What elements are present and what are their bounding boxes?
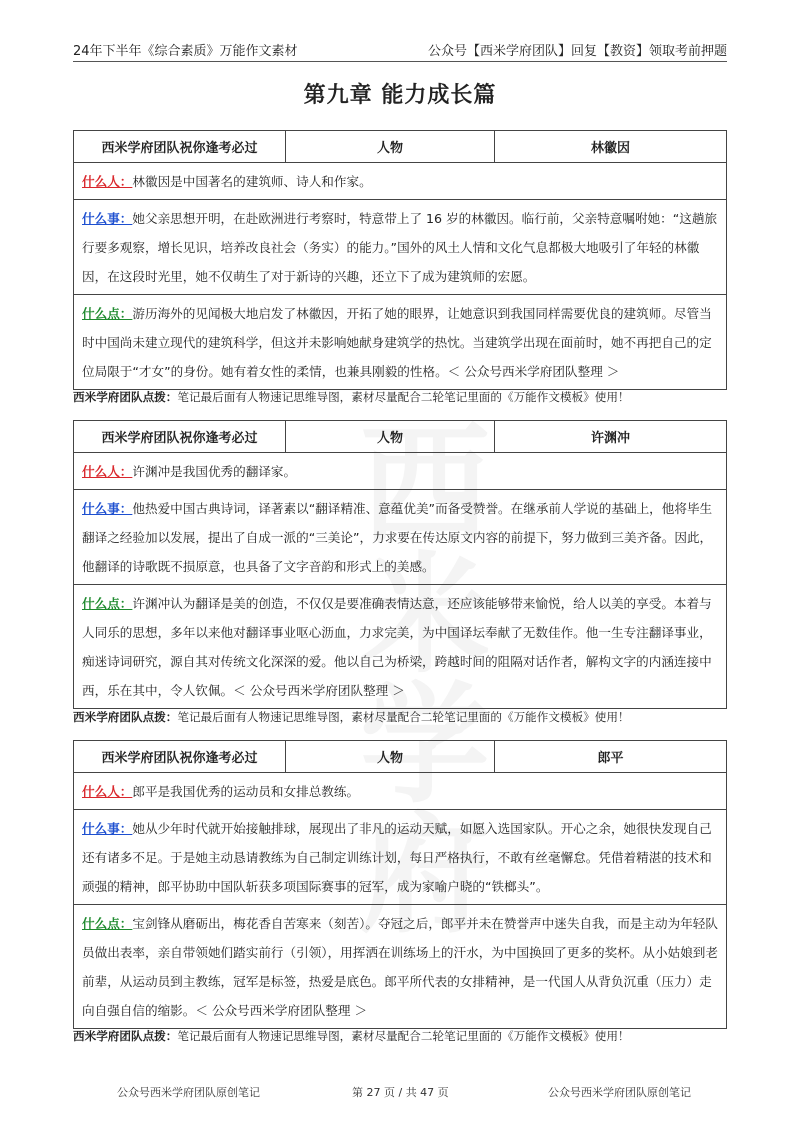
section-what-point: [74, 905, 726, 1028]
section-what-person: [74, 773, 726, 810]
card-header: [74, 421, 726, 453]
footer-right: 公众号西米学府团队原创笔记: [548, 1086, 691, 1099]
label-what-event: 什么事：: [82, 821, 133, 836]
tip-note: [73, 389, 727, 405]
tip-label: 西米学府团队点拨：: [73, 1029, 178, 1043]
tip-text: 笔记最后面有人物速记思维导图，素材尽量配合二轮笔记里面的《万能作文模板》使用！: [177, 390, 630, 404]
section-what-event: [74, 490, 726, 585]
text-what-event: 她父亲思想开明，在赴欧洲进行考察时，特意带上了 16 岁的林徽因。临行前，父亲特意嘱咐她：“这趟旅行要多观察，增长见识，培养改良社会（务实）的能力。”国外的风土人情和文化气息都极大地吸引了年轻的林徽因，在这段时光里，她不仅萌生了对于新诗的兴趣，还立下了成为建筑师的宏愿。: [82, 211, 718, 284]
card-category: 人物: [286, 741, 495, 772]
label-what-person: 什么人：: [82, 464, 133, 479]
chapter-title: 第九章 能力成长篇: [303, 82, 497, 108]
text-what-point: 许渊冲认为翻译是美的创造，不仅仅是要准确表情达意，还应该能够带来愉悦，给人以美的享受。本着与人同乐的思想，多年以来他对翻译事业呕心沥血，力求完美，为中国译坛奉献了无数佳作。他一生专注翻译事业，痴迷诗词研究，源自其对传统文化深深的爱。他以自己为桥梁，跨越时间的阻隔对话作者，解构文字的内涵连接中西，乐在其中，令人钦佩。＜ 公众号西米学府团队整理 ＞: [82, 596, 712, 698]
tip-text: 笔记最后面有人物速记思维导图，素材尽量配合二轮笔记里面的《万能作文模板》使用！: [177, 710, 630, 724]
card-header: [74, 131, 726, 163]
text-what-point: 宝剑锋从磨砺出，梅花香自苦寒来（刻苦）。夺冠之后，郎平并未在赞誉声中迷失自我，而是主动为年轻队员做出表率，亲自带领她们踏实前行（引领），用挥洒在训练场上的汗水，为中国换回了更多的奖杯。从小姑娘到老前辈，从运动员到主教练，冠军是标签，热爱是底色。郎平所代表的女排精神，是一代国人从背负沉重（压力）走向自强自信的缩影。＜ 公众号西米学府团队整理 ＞: [82, 916, 718, 1018]
card-xu-yuanchong: [73, 420, 727, 709]
page-header: [73, 38, 727, 62]
section-what-person: [74, 163, 726, 200]
tip-label: 西米学府团队点拨：: [73, 390, 178, 404]
label-what-person: 什么人：: [82, 174, 133, 189]
label-what-point: 什么点：: [82, 596, 133, 611]
header-left: 24年下半年《综合素质》万能作文素材: [73, 44, 298, 59]
section-what-event: [74, 200, 726, 295]
card-slogan: 西米学府团队祝你逢考必过: [74, 741, 286, 772]
tip-text: 笔记最后面有人物速记思维导图，素材尽量配合二轮笔记里面的《万能作文模板》使用！: [177, 1029, 630, 1043]
text-what-person: 林徽因是中国著名的建筑师、诗人和作家。: [132, 174, 372, 189]
text-what-person: 郎平是我国优秀的运动员和女排总教练。: [132, 784, 360, 799]
page-number: 第 27 页 / 共 47 页: [352, 1086, 449, 1099]
label-what-event: 什么事：: [82, 211, 133, 226]
section-what-point: [74, 585, 726, 708]
header-right: 公众号【西米学府团队】回复【教资】领取考前押题: [427, 44, 727, 59]
section-what-event: [74, 810, 726, 905]
label-what-point: 什么点：: [82, 306, 133, 321]
card-header: [74, 741, 726, 773]
tip-label: 西米学府团队点拨：: [73, 710, 178, 724]
card-lang-ping: [73, 740, 727, 1029]
text-what-event: 他热爱中国古典诗词，译著素以“翻译精准、意蕴优美”而备受赞誉。在继承前人学说的基础上，他将毕生翻译之经验加以发展，提出了自成一派的“三美论”，力求要在传达原文内容的前提下，努力做到三美齐备。因此，他翻译的诗歌既不损原意，也具备了文字音韵和形式上的美感。: [82, 501, 713, 574]
card-person: 林徽因: [590, 141, 630, 156]
tip-note: [73, 1028, 727, 1044]
card-slogan: 西米学府团队祝你逢考必过: [74, 131, 286, 162]
text-what-person: 许渊冲是我国优秀的翻译家。: [132, 464, 297, 479]
label-what-point: 什么点：: [82, 916, 133, 931]
tip-note: [73, 709, 727, 725]
card-lin-huiyin: [73, 130, 727, 390]
text-what-event: 她从少年时代就开始接触排球，展现出了非凡的运动天赋，如愿入选国家队。开心之余，她很快发现自己还有诸多不足。于是她主动恳请教练为自己制定训练计划，每日严格执行，不敢有丝毫懈怠。凭借着精湛的技术和顽强的精神，郎平协助中国队斩获多项国际赛事的冠军，成为家喻户晓的“铁榔头”。: [82, 821, 712, 894]
card-person: 郎平: [597, 751, 624, 766]
section-what-point: [74, 295, 726, 389]
label-what-person: 什么人：: [82, 784, 133, 799]
card-person: 许渊冲: [590, 431, 630, 446]
label-what-event: 什么事：: [82, 501, 133, 516]
section-what-person: [74, 453, 726, 490]
card-slogan: 西米学府团队祝你逢考必过: [74, 421, 286, 452]
text-what-point: 游历海外的见闻极大地启发了林徽因，开拓了她的眼界，让她意识到我国同样需要优良的建筑师。尽管当时中国尚未建立现代的建筑科学，但这并未影响她献身建筑学的热忱。当建筑学出现在面前时，她不再把自己的定位局限于“才女”的身份。她有着女性的柔情，也兼具刚毅的性格。＜ 公众号西米学府团队整理 ＞: [82, 306, 712, 379]
card-category: 人物: [286, 421, 495, 452]
card-category: 人物: [286, 131, 495, 162]
footer-left: 公众号西米学府团队原创笔记: [117, 1086, 260, 1099]
